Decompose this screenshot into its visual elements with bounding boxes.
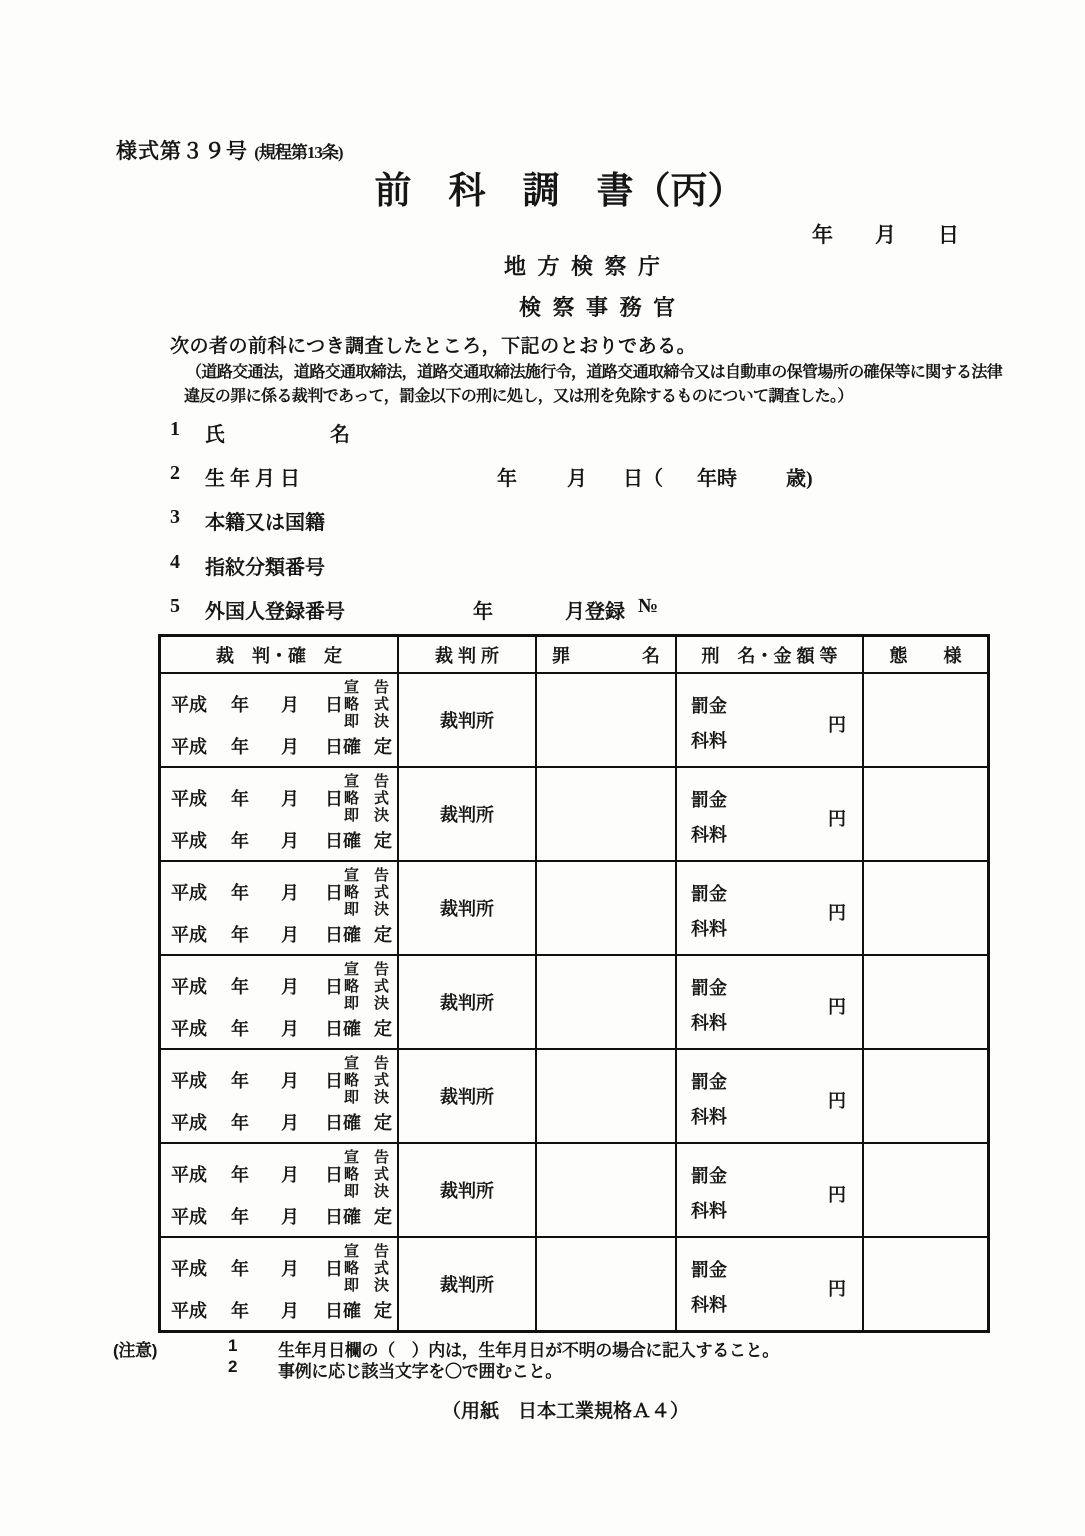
- cell-crime: [535, 1144, 675, 1236]
- judgment-pronounced-line: [161, 1054, 397, 1106]
- table-row: [161, 1048, 987, 1142]
- day-confirm-label: 日確: [325, 925, 361, 945]
- year-label: 年: [231, 925, 249, 945]
- month-label: 月: [281, 1301, 299, 1321]
- option-summary: 略 式: [344, 883, 390, 901]
- judgment-type-options: [344, 867, 389, 918]
- judgment-final-line: [161, 921, 397, 947]
- table-row: [161, 672, 987, 766]
- day-label: 日: [325, 1165, 343, 1185]
- cell-court: [397, 862, 535, 954]
- judgment-pronounced-line: [161, 1242, 397, 1294]
- court-label: 裁判所: [440, 1181, 494, 1201]
- yen-label: 円: [828, 1091, 846, 1111]
- cell-crime: [535, 1238, 675, 1330]
- final-label: 定: [374, 1113, 392, 1133]
- date-line: 年 月 日: [812, 223, 959, 247]
- month-label: 月: [281, 977, 299, 997]
- judgment-final-line: [161, 827, 397, 853]
- option-immediate: 即 決: [344, 900, 390, 918]
- field-month-registered: 月登録: [565, 601, 625, 623]
- option-immediate: 即 決: [344, 806, 390, 824]
- judgment-pronounced-line: [161, 772, 397, 824]
- final-label: 定: [374, 1019, 392, 1039]
- month-label: 月: [281, 1259, 299, 1279]
- month-label: 月: [281, 1019, 299, 1039]
- item-alien-registration: [0, 595, 1085, 625]
- intro-note-line1: （道路交通法，道路交通取締法，道路交通取締法施行令，道路交通取締令又は自動車の保管場所の確保等に関する法律: [186, 364, 1003, 381]
- year-label: 年: [231, 1259, 249, 1279]
- era-label: 平成: [171, 1071, 207, 1091]
- option-pronounced: 宣 告: [344, 1242, 390, 1260]
- option-pronounced: 宣 告: [344, 960, 390, 978]
- cell-penalty-amount: [675, 768, 862, 860]
- criminal-record-table: [158, 634, 990, 1333]
- item-number: 3: [170, 506, 180, 528]
- fine-label: 罰金: [691, 1260, 727, 1280]
- year-label: 年: [231, 1165, 249, 1185]
- field-month: 月: [567, 468, 587, 490]
- option-summary: 略 式: [344, 1165, 390, 1183]
- judgment-final-line: [161, 1015, 397, 1041]
- court-label: 裁判所: [440, 993, 494, 1013]
- fine-label: 罰金: [691, 978, 727, 998]
- table-header-row: [161, 637, 987, 672]
- table-body: [161, 672, 987, 1330]
- option-pronounced: 宣 告: [344, 1148, 390, 1166]
- yen-label: 円: [828, 903, 846, 923]
- item-label: 本籍又は国籍: [205, 512, 325, 534]
- judgment-pronounced-line: [161, 678, 397, 730]
- fine-label: 罰金: [691, 696, 727, 716]
- final-label: 定: [374, 925, 392, 945]
- judgment-pronounced-line: [161, 866, 397, 918]
- cell-court: [397, 674, 535, 766]
- year-label: 年: [231, 737, 249, 757]
- item-number: 1: [170, 418, 180, 440]
- paper-size-note: （用紙 日本工業規格Ａ４）: [441, 1401, 689, 1422]
- note2-number: 2: [228, 1357, 238, 1376]
- item-number: 5: [170, 595, 180, 617]
- court-label: 裁判所: [440, 1275, 494, 1295]
- intro-statement: 次の者の前科につき調査したところ，下記のとおりである。: [170, 336, 697, 357]
- item-number: 2: [170, 462, 180, 484]
- fine-label: 罰金: [691, 790, 727, 810]
- table-row: [161, 1236, 987, 1330]
- petty-fine-label: 科料: [691, 1201, 727, 1221]
- yen-label: 円: [828, 715, 846, 735]
- item-label: 氏: [205, 424, 225, 446]
- year-label: 年: [231, 695, 249, 715]
- month-label: 月: [281, 883, 299, 903]
- field-number-mark: №: [638, 595, 659, 617]
- judgment-pronounced-line: [161, 960, 397, 1012]
- item-name: [0, 418, 1085, 448]
- judgment-final-line: [161, 1109, 397, 1135]
- day-label: 日: [325, 1259, 343, 1279]
- month-label: 月: [281, 789, 299, 809]
- era-label: 平成: [171, 737, 207, 757]
- option-immediate: 即 決: [344, 994, 390, 1012]
- era-label: 平成: [171, 831, 207, 851]
- petty-fine-label: 科料: [691, 1013, 727, 1033]
- option-pronounced: 宣 告: [344, 678, 390, 696]
- final-label: 定: [374, 1301, 392, 1321]
- cell-court: [397, 956, 535, 1048]
- table-row: [161, 954, 987, 1048]
- cell-court: [397, 768, 535, 860]
- option-summary: 略 式: [344, 1259, 390, 1277]
- cell-judgment-dates: [161, 674, 397, 766]
- cell-judgment-dates: [161, 862, 397, 954]
- petty-fine-label: 科料: [691, 731, 727, 751]
- era-label: 平成: [171, 977, 207, 997]
- district-prosecutors-office-label: 地 方 検 察 庁: [504, 254, 664, 279]
- month-label: 月: [281, 737, 299, 757]
- option-pronounced: 宣 告: [344, 866, 390, 884]
- cell-judgment-dates: [161, 1050, 397, 1142]
- option-pronounced: 宣 告: [344, 772, 390, 790]
- era-label: 平成: [171, 1259, 207, 1279]
- cell-penalty-amount: [675, 1238, 862, 1330]
- item-birthdate: [0, 462, 1085, 492]
- month-label: 月: [281, 1113, 299, 1133]
- day-confirm-label: 日確: [325, 1113, 361, 1133]
- year-label: 年: [231, 883, 249, 903]
- judgment-type-options: [344, 961, 389, 1012]
- option-summary: 略 式: [344, 695, 390, 713]
- month-label: 月: [281, 1165, 299, 1185]
- judgment-final-line: [161, 733, 397, 759]
- option-immediate: 即 決: [344, 712, 390, 730]
- era-label: 平成: [171, 1207, 207, 1227]
- option-immediate: 即 決: [344, 1088, 390, 1106]
- petty-fine-label: 科料: [691, 825, 727, 845]
- judgment-type-options: [344, 1055, 389, 1106]
- era-label: 平成: [171, 1165, 207, 1185]
- judgment-type-options: [344, 773, 389, 824]
- cell-judgment-dates: [161, 1238, 397, 1330]
- era-label: 平成: [171, 925, 207, 945]
- cell-crime: [535, 674, 675, 766]
- cell-mode: [862, 956, 987, 1048]
- cell-penalty-amount: [675, 956, 862, 1048]
- year-label: 年: [231, 1207, 249, 1227]
- item-label: 生 年 月 日: [205, 468, 300, 490]
- month-label: 月: [281, 1071, 299, 1091]
- month-label: 月: [281, 925, 299, 945]
- cell-penalty-amount: [675, 1144, 862, 1236]
- day-label: 日: [325, 789, 343, 809]
- intro-note-line2: 違反の罪に係る裁判であって，罰金以下の刑に処し，又は刑を免除するものについて調査した。）: [184, 388, 853, 405]
- day-label: 日: [325, 695, 343, 715]
- cell-crime: [535, 862, 675, 954]
- judgment-final-line: [161, 1203, 397, 1229]
- year-label: 年: [231, 789, 249, 809]
- header-cell-penalty-amount: 刑 名・金 額 等: [675, 637, 862, 672]
- option-summary: 略 式: [344, 789, 390, 807]
- cell-mode: [862, 862, 987, 954]
- header-cell-crime: 罪 名: [535, 637, 675, 672]
- item-fingerprint-number: [0, 551, 1085, 581]
- header-cell-mode: 態 様: [862, 637, 987, 672]
- year-label: 年: [231, 1301, 249, 1321]
- day-label: 日: [325, 1071, 343, 1091]
- yen-label: 円: [828, 997, 846, 1017]
- note1-number: 1: [228, 1336, 238, 1355]
- day-label: 日: [325, 883, 343, 903]
- cell-crime: [535, 1050, 675, 1142]
- era-label: 平成: [171, 1301, 207, 1321]
- judgment-type-options: [344, 679, 389, 730]
- cell-penalty-amount: [675, 1050, 862, 1142]
- cell-judgment-dates: [161, 768, 397, 860]
- item-label: 外国人登録番号: [205, 601, 345, 623]
- form-number-sub: (規程第13条): [254, 143, 343, 162]
- era-label: 平成: [171, 1113, 207, 1133]
- final-label: 定: [374, 737, 392, 757]
- judgment-pronounced-line: [161, 1148, 397, 1200]
- year-label: 年: [231, 831, 249, 851]
- option-pronounced: 宣 告: [344, 1054, 390, 1072]
- option-summary: 略 式: [344, 1071, 390, 1089]
- item-label: 指紋分類番号: [205, 557, 325, 579]
- cell-mode: [862, 768, 987, 860]
- judgment-type-options: [344, 1243, 389, 1294]
- cell-penalty-amount: [675, 674, 862, 766]
- final-label: 定: [374, 1207, 392, 1227]
- option-summary: 略 式: [344, 977, 390, 995]
- field-year: 年: [497, 468, 517, 490]
- day-label: 日: [325, 977, 343, 997]
- cell-court: [397, 1050, 535, 1142]
- cell-court: [397, 1238, 535, 1330]
- petty-fine-label: 科料: [691, 919, 727, 939]
- page-title: 前 科 調 書（丙）: [374, 171, 745, 212]
- table-row: [161, 860, 987, 954]
- month-label: 月: [281, 831, 299, 851]
- table-row: [161, 766, 987, 860]
- notes-label: (注意): [113, 1341, 158, 1360]
- year-label: 年: [231, 977, 249, 997]
- fine-label: 罰金: [691, 884, 727, 904]
- yen-label: 円: [828, 1185, 846, 1205]
- field-year: 年: [473, 601, 493, 623]
- petty-fine-label: 科料: [691, 1295, 727, 1315]
- cell-crime: [535, 768, 675, 860]
- option-immediate: 即 決: [344, 1276, 390, 1294]
- judgment-type-options: [344, 1149, 389, 1200]
- day-confirm-label: 日確: [325, 1019, 361, 1039]
- fine-label: 罰金: [691, 1166, 727, 1186]
- era-label: 平成: [171, 1019, 207, 1039]
- header-cell-court: 裁 判 所: [397, 637, 535, 672]
- judgment-final-line: [161, 1297, 397, 1323]
- note2-text: 事例に応じ該当文字を〇で囲むこと。: [278, 1362, 562, 1381]
- petty-fine-label: 科料: [691, 1107, 727, 1127]
- cell-mode: [862, 674, 987, 766]
- court-label: 裁判所: [440, 805, 494, 825]
- day-confirm-label: 日確: [325, 737, 361, 757]
- month-label: 月: [281, 695, 299, 715]
- court-label: 裁判所: [440, 899, 494, 919]
- day-confirm-label: 日確: [325, 831, 361, 851]
- year-label: 年: [231, 1019, 249, 1039]
- month-label: 月: [281, 1207, 299, 1227]
- cell-mode: [862, 1050, 987, 1142]
- cell-crime: [535, 956, 675, 1048]
- yen-label: 円: [828, 809, 846, 829]
- day-confirm-label: 日確: [325, 1301, 361, 1321]
- era-label: 平成: [171, 789, 207, 809]
- day-confirm-label: 日確: [325, 1207, 361, 1227]
- item-label-second: 名: [330, 424, 350, 446]
- yen-label: 円: [828, 1279, 846, 1299]
- note1-text: 生年月日欄の（ ）内は，生年月日が不明の場合に記入すること。: [278, 1341, 779, 1360]
- option-immediate: 即 決: [344, 1182, 390, 1200]
- field-day-paren: 日（: [623, 468, 663, 490]
- cell-penalty-amount: [675, 862, 862, 954]
- court-label: 裁判所: [440, 1087, 494, 1107]
- item-number: 4: [170, 551, 180, 573]
- item-domicile: [0, 506, 1085, 536]
- final-label: 定: [374, 831, 392, 851]
- cell-mode: [862, 1144, 987, 1236]
- field-year-at: 年時: [697, 468, 737, 490]
- year-label: 年: [231, 1113, 249, 1133]
- cell-court: [397, 1144, 535, 1236]
- era-label: 平成: [171, 883, 207, 903]
- table-row: [161, 1142, 987, 1236]
- field-age: 歳): [786, 468, 813, 490]
- court-label: 裁判所: [440, 711, 494, 731]
- cell-judgment-dates: [161, 956, 397, 1048]
- cell-mode: [862, 1238, 987, 1330]
- cell-judgment-dates: [161, 1144, 397, 1236]
- year-label: 年: [231, 1071, 249, 1091]
- header-cell-judgment-final: 裁 判・確 定: [216, 645, 342, 666]
- era-label: 平成: [171, 695, 207, 715]
- prosecutors-clerk-label: 検 察 事 務 官: [519, 295, 679, 320]
- form-number-text: 様式第３９号: [116, 139, 248, 163]
- fine-label: 罰金: [691, 1072, 727, 1092]
